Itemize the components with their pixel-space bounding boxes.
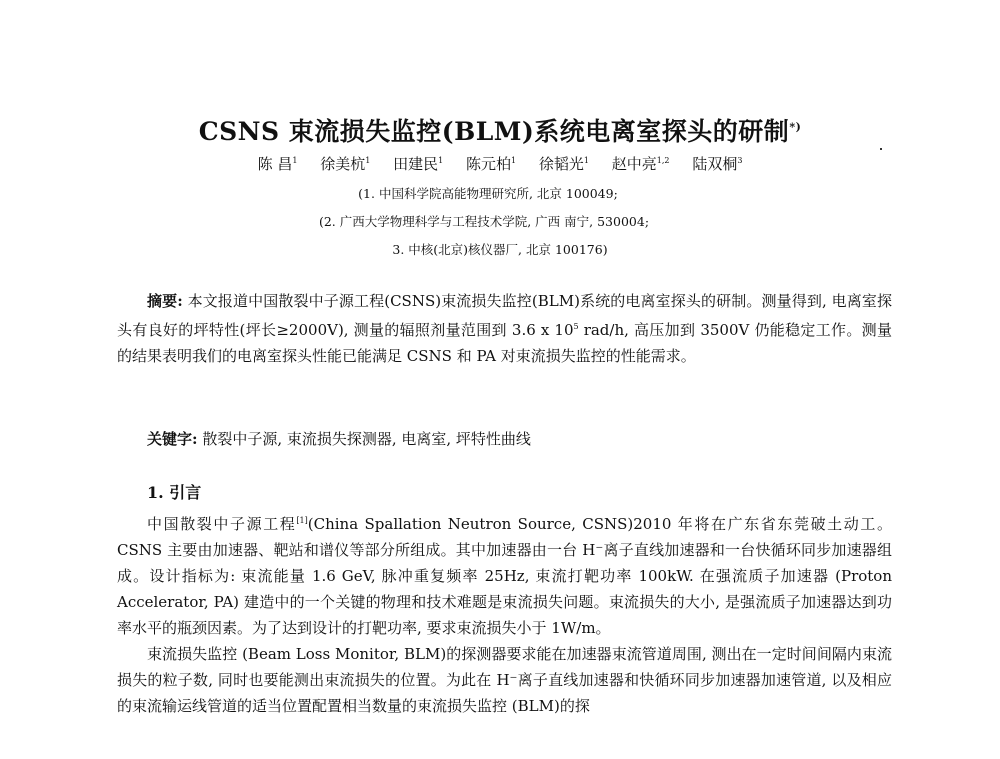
citation-ref: [1] — [296, 516, 308, 525]
author-name: 徐美杭 — [320, 155, 366, 173]
abstract-text-cont: rad/h, 高压加到 3500V 仍能稳定工作。测量的结果表明我们的电离室探头性能已能满足 CSNS 和 PA 对束流损失监控的性能需求。 — [117, 321, 892, 365]
abstract-text: 本文报道中国散裂中子源工程(CSNS)束流损失监控(BLM)系统的电离室探头的研制。测量得到, 电离室探头有良好的坪特性(坪长≥2000V), 测量的辐照剂量范围到 3.6 x 10 — [117, 292, 892, 339]
author — [320, 155, 370, 173]
keywords-label: 关键字: — [147, 430, 198, 448]
affiliation-3: 3. 中核(北京)核仪器厂, 北京 100176) — [392, 242, 608, 257]
intro-paragraph-1 — [117, 508, 892, 641]
intro-paragraph-2: 束流损失监控 (Beam Loss Monitor, BLM)的探测器要求能在加速器束流管道周围, 测出在一定时间间隔内束流损失的粒子数, 同时也要能测出束流损失的位置。为此在 H⁻离子直线加速器和快循环同步加速器加速管道, 以及相应的束流输运线管道的适当位置配置相当数量的束流损失监控 (BLM)的探 — [117, 645, 892, 715]
affiliation-1: (1. 中国科学院高能物理研究所, 北京 100049; — [358, 186, 618, 201]
author-affil-mark: 1,2 — [656, 156, 670, 165]
intro-text: 中国散裂中子源工程 — [147, 515, 297, 533]
author-name: 陈 昌 — [257, 155, 293, 173]
author — [692, 155, 742, 173]
abstract-label: 摘要: — [147, 292, 183, 310]
author — [466, 155, 516, 173]
abstract — [117, 288, 892, 369]
author-name: 陈元柏 — [466, 155, 512, 173]
author — [539, 155, 589, 173]
author-name: 田建民 — [393, 155, 439, 173]
author-affil-mark: 1 — [365, 156, 371, 165]
scan-speck — [880, 148, 882, 150]
intro-body — [117, 508, 892, 719]
author-affil-mark: 3 — [737, 156, 743, 165]
abstract-exponent: 5 — [573, 322, 579, 331]
author-name: 陆双桐 — [692, 155, 738, 173]
author-name: 赵中亮 — [611, 155, 657, 173]
intro-text-cont: (China Spallation Neutron Source, CSNS)2010 年将在广东省东莞破土动工。CSNS 主要由加速器、靶站和谱仪等部分所组成。其中加速器由一台 H⁻离子直线加速器和一台快循环同步加速器组成。设计指标为: 束流能量 1.6 GeV, 脉冲重复频率 25Hz, 束流打靶功率 100kW. 在强流质子加速器 (Proton Accelerator, PA) 建造中的一个关键的物理和技术难题是束流损失问题。束流损失的大小, 是强流质子加速器达到功率水平的瓶颈因素。为了达到设计的打靶功率, 要求束流损失小于 1W/m。 — [117, 515, 892, 637]
author-affil-mark: 1 — [511, 156, 517, 165]
author-list — [0, 153, 1000, 174]
author — [612, 155, 670, 173]
author-affil-mark: 1 — [583, 156, 589, 165]
author-affil-mark: 1 — [292, 156, 298, 165]
affiliation-2: (2. 广西大学物理科学与工程技术学院, 广西 南宁, 530004; — [318, 214, 650, 229]
author-name: 徐韬光 — [538, 155, 584, 173]
title-footnote-mark: *) — [789, 120, 802, 134]
author — [258, 155, 298, 173]
author — [393, 155, 443, 173]
author-affil-mark: 1 — [438, 156, 444, 165]
paper-title — [0, 112, 1000, 148]
keywords — [147, 428, 531, 449]
title-text: CSNS 束流损失监控(BLM)系统电离室探头的研制 — [198, 117, 790, 146]
keywords-text: 散裂中子源, 束流损失探测器, 电离室, 坪特性曲线 — [197, 430, 531, 448]
section-heading: 1. 引言 — [147, 483, 202, 502]
